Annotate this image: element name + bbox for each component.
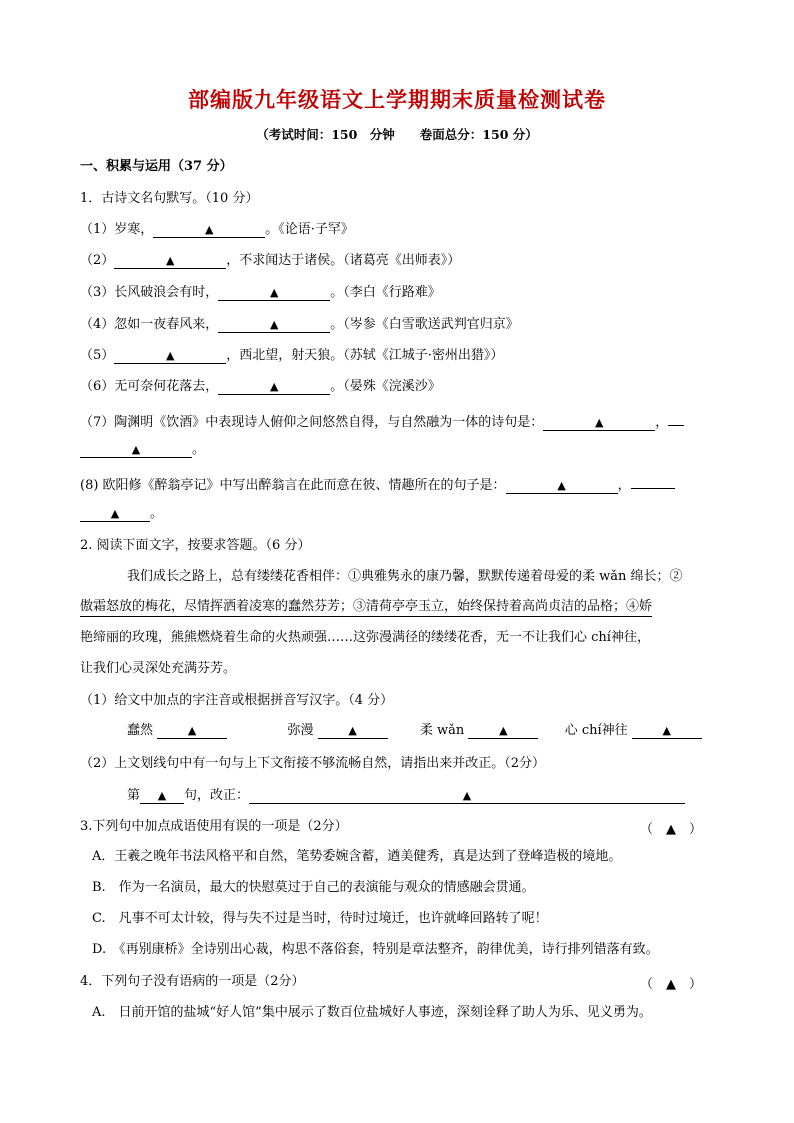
q1-heading: 1．古诗文名句默写。（10 分）: [80, 191, 259, 206]
answer-blank[interactable]: ▲: [543, 415, 655, 431]
q1-item-1: （1）岁寒， ▲ 。《论语·子罕》: [80, 222, 354, 237]
answer-blank[interactable]: ▲: [80, 442, 192, 458]
q2-sub1: （1）给文中加点的字注音或根据拼音写汉字。（4 分）: [80, 693, 394, 708]
q2-sub1-fields: 蠢然 ▲ 弥漫 ▲ 柔 wǎn ▲ 心 chí神往 ▲: [127, 722, 702, 740]
answer-blank[interactable]: ▲: [632, 723, 702, 739]
q1-item-6: （6）无可奈何花落去， ▲ 。（晏殊《浣溪沙》: [80, 379, 441, 394]
q2-passage-line-3: 艳缔丽的玫瑰，熊熊燃烧着生命的火热顽强……这弥漫满径的缕缕花香，无一不让我们心 chí神往，: [80, 630, 650, 645]
q3-option-c: C. 凡事不可太计较，得与失不过是当时，待时过境迁，也许就峰回路转了呢！: [92, 911, 548, 926]
q1-item-2: （2） ▲ ，不求闻达于诸侯。（诸葛亮《出师表》）: [80, 253, 461, 268]
page-title: 部编版九年级语文上学期期末质量检测试卷: [188, 88, 606, 112]
answer-blank[interactable]: ▲: [140, 788, 184, 804]
q1-item-3: （3）长风破浪会有时， ▲ 。（李白《行路难》: [80, 285, 441, 300]
answer-blank[interactable]: ▲: [114, 348, 226, 364]
q1-item-5: （5） ▲ ，西北望，射天狼。（苏轼《江城子·密州出猎》）: [80, 348, 504, 363]
q2-heading: 2. 阅读下面文字，按要求答题。（6 分）: [80, 538, 311, 553]
q3-option-b: B. 作为一名演员，最大的快慰莫过于自己的表演能与观众的情感融会贯通。: [92, 880, 535, 895]
answer-blank[interactable]: ▲: [318, 723, 388, 739]
q1-item-8-cont: ▲ 。: [80, 505, 163, 523]
q4-heading: 4．下列句子没有语病的一项是（2分）: [80, 974, 305, 989]
q2-sub2-answer: 第 ▲ 句，改正： ▲: [127, 787, 685, 805]
q3-option-d: D. 《再别康桥》全诗别出心裁，构思不落俗套，特别是章法整齐，韵律优美，诗行排列错落有致。: [92, 942, 659, 957]
q2-sub2: （2）上文划线句中有一句与上下文衔接不够流畅自然，请指出来并改正。（2分）: [80, 756, 546, 771]
answer-blank[interactable]: ▲: [157, 723, 227, 739]
answer-blank[interactable]: ▲: [249, 788, 685, 804]
q3-heading: 3.下列句中加点成语使用有误的一项是（2分）: [80, 819, 348, 834]
q2-passage-line-4: 让我们心灵深处充满芬芳。: [80, 661, 237, 676]
q1-item-7: （7）陶渊明《饮酒》中表现诗人俯仰之间悠然自得，与自然融为一体的诗句是： ▲ ，: [80, 410, 684, 432]
answer-blank[interactable]: ▲: [218, 285, 330, 301]
section1-heading: 一、积累与运用（37 分）: [80, 159, 233, 174]
q4-option-a: A. 日前开馆的盐城“好人馆”集中展示了数百位盐城好人事迹，深刻诠释了助人为乐、见义勇为。: [92, 1005, 652, 1020]
q4-answer-paren[interactable]: （ ▲ ）: [640, 977, 702, 992]
answer-blank[interactable]: ▲: [218, 317, 330, 333]
answer-blank[interactable]: [668, 410, 684, 426]
q1-item-8: (8) 欧阳修《醉翁亭记》中写出醉翁言在此而意在彼、情趣所在的句子是： ▲ ，: [80, 473, 675, 495]
answer-blank[interactable]: ▲: [506, 478, 618, 494]
answer-blank[interactable]: ▲: [468, 723, 538, 739]
q3-answer-paren[interactable]: （ ▲ ）: [640, 822, 702, 837]
q1-item-4: （4）忽如一夜春风来， ▲ 。（岑参《白雪歌送武判官归京》: [80, 317, 519, 332]
q3-option-a: A．王羲之晚年书法风格平和自然，笔势委婉含蓄，遒美健秀，真是达到了登峰造极的境地。: [92, 849, 622, 864]
exam-subtitle: （考试时间：150 分钟 卷面总分：150 分）: [256, 127, 538, 142]
q2-passage-line-1: 我们成长之路上，总有缕缕花香相伴：①典雅隽永的康乃馨，默默传递着母爱的柔 wǎn 绵长；②: [127, 569, 683, 584]
q2-passage-line-2: 傲霜怒放的梅花，尽情挥洒着凌寒的蠢然芬芳；③清荷亭亭玉立，始终保持着高尚贞洁的品格；④娇: [80, 598, 652, 617]
answer-blank[interactable]: [631, 473, 675, 489]
answer-blank[interactable]: ▲: [80, 506, 150, 522]
answer-blank[interactable]: ▲: [153, 222, 265, 238]
q1-item-7-cont: ▲ 。: [80, 441, 205, 459]
answer-blank[interactable]: ▲: [218, 379, 330, 395]
answer-blank[interactable]: ▲: [114, 253, 226, 269]
